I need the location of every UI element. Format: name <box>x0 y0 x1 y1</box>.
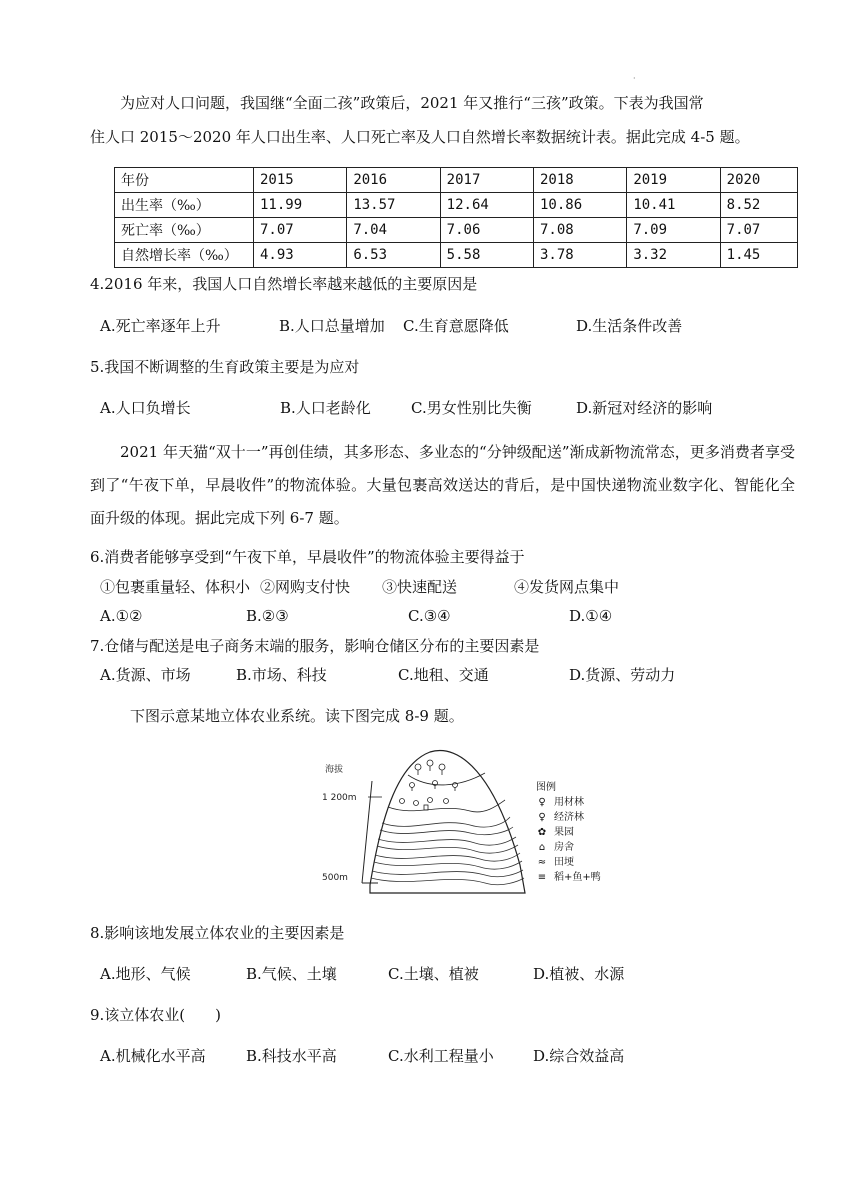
table-cell: 10.41 <box>627 193 720 218</box>
q5-option-d[interactable]: D.新冠对经济的影响 <box>576 399 713 417</box>
q5-option-b[interactable]: B.人口老龄化 <box>280 399 371 417</box>
q8-option-a[interactable]: A.地形、气候 <box>100 965 191 983</box>
table-row <box>115 193 798 218</box>
q4-option-a[interactable]: A.死亡率逐年上升 <box>100 317 221 335</box>
q9-option-d[interactable]: D.综合效益高 <box>533 1047 625 1065</box>
table-cell: 7.08 <box>533 218 626 243</box>
q7-option-c[interactable]: C.地租、交通 <box>398 666 489 684</box>
q6-statement-2: ②网购支付快 <box>260 578 351 596</box>
table-cell: 12.64 <box>440 193 533 218</box>
economic-tree-icon: ♀ <box>538 812 546 823</box>
table-cell: 1.45 <box>720 243 797 268</box>
table-header-row <box>115 168 798 193</box>
q6-statement-1: ①包裹重量轻、体积小 <box>100 578 251 596</box>
elevation-500: 500m <box>322 873 348 883</box>
paddy-icon: ≡ <box>537 872 547 883</box>
q5-stem: 5.我国不断调整的生育政策主要是为应对 <box>90 358 360 376</box>
orchard-icon: ✿ <box>537 827 547 838</box>
table-cell: 2020 <box>720 168 797 193</box>
q8-option-c[interactable]: C.土壤、植被 <box>388 965 479 983</box>
q8-stem: 8.影响该地发展立体农业的主要因素是 <box>90 924 345 942</box>
table-cell: 2015 <box>254 168 347 193</box>
q6-option-c[interactable]: C.③④ <box>408 607 451 625</box>
elevation-1200: 1 200m <box>322 793 357 803</box>
q4-stem: 4.2016 年来，我国人口自然增长率越来越低的主要原因是 <box>90 275 478 293</box>
legend-label: 田埂 <box>554 857 574 868</box>
legend-label: 稻+鱼+鸭 <box>554 872 601 883</box>
legend-item <box>536 795 601 810</box>
q7-option-b[interactable]: B.市场、科技 <box>236 666 327 684</box>
table-cell: 7.07 <box>254 218 347 243</box>
terrace-lines <box>371 817 524 885</box>
table-cell: 7.06 <box>440 218 533 243</box>
table-row <box>115 243 798 268</box>
q7-option-a[interactable]: A.货源、市场 <box>100 666 191 684</box>
table-cell: 死亡率（‰） <box>115 218 254 243</box>
q6-option-b[interactable]: B.②③ <box>246 607 289 625</box>
table-cell: 2016 <box>347 168 440 193</box>
intro1-line2: 住人口 2015～2020 年人口出生率、人口死亡率及人口自然增长率数据统计表。据此完成 4-5 题。 <box>90 128 750 146</box>
q6-option-d[interactable]: D.①④ <box>569 607 613 625</box>
intro2-paragraph <box>90 436 795 535</box>
q8-option-d[interactable]: D.植被、水源 <box>533 965 625 983</box>
q6-stem: 6.消费者能够享受到“午夜下单，早晨收件”的物流体验主要得益于 <box>90 548 525 566</box>
elevation-label: 海拔 <box>325 765 344 775</box>
q5-option-c[interactable]: C.男女性别比失衡 <box>411 399 532 417</box>
q4-option-c[interactable]: C.生育意愿降低 <box>403 317 509 335</box>
q9-option-c[interactable]: C.水利工程量小 <box>388 1047 494 1065</box>
legend-title: 图例 <box>536 782 556 793</box>
terrace-agriculture-diagram <box>320 745 535 895</box>
legend-item <box>536 870 601 885</box>
q6-statement-3: ③快速配送 <box>382 578 458 596</box>
legend-item <box>536 840 601 855</box>
q5-option-a[interactable]: A.人口负增长 <box>100 399 191 417</box>
population-table <box>114 167 798 268</box>
legend-item <box>536 825 601 840</box>
table-cell: 2019 <box>627 168 720 193</box>
table-cell: 4.93 <box>254 243 347 268</box>
legend-label: 用材林 <box>554 797 584 808</box>
table-cell: 5.58 <box>440 243 533 268</box>
table-cell: 13.57 <box>347 193 440 218</box>
table-row <box>115 218 798 243</box>
legend-label: 房舍 <box>554 842 574 853</box>
table-cell: 出生率（‰） <box>115 193 254 218</box>
table-cell: 7.04 <box>347 218 440 243</box>
table-cell: 10.86 <box>533 193 626 218</box>
q6-statement-4: ④发货网点集中 <box>514 578 620 596</box>
intro2-text: 2021 年天猫“双十一”再创佳绩，其多形态、多业态的“分钟级配送”渐成新物流常态，更多消费者享受到了“午夜下单，早晨收件”的物流体验。大量包裹高效送达的背后，是中国快递物流业数字化、智能化全面升级的体现。据此完成下列 6-7 题。 <box>90 443 795 527</box>
table-cell: 11.99 <box>254 193 347 218</box>
table-cell: 2017 <box>440 168 533 193</box>
stray-dot: · <box>633 74 636 83</box>
q6-option-a[interactable]: A.①② <box>100 607 143 625</box>
q8-option-b[interactable]: B.气候、土壤 <box>246 965 337 983</box>
q7-option-d[interactable]: D.货源、劳动力 <box>569 666 676 684</box>
q9-stem: 9.该立体农业( ) <box>90 1006 222 1024</box>
table-cell: 7.09 <box>627 218 720 243</box>
q7-stem: 7.仓储与配送是电子商务末端的服务，影响仓储区分布的主要因素是 <box>90 637 540 655</box>
q9-option-b[interactable]: B.科技水平高 <box>246 1047 337 1065</box>
intro1-line1: 为应对人口问题，我国继“全面二孩”政策后，2021 年又推行“三孩”政策。下表为我国常 <box>120 94 704 112</box>
table-cell: 3.32 <box>627 243 720 268</box>
table-cell: 3.78 <box>533 243 626 268</box>
legend-label: 果园 <box>554 827 574 838</box>
legend-label: 经济林 <box>554 812 584 823</box>
table-cell: 6.53 <box>347 243 440 268</box>
legend-item <box>536 855 601 870</box>
house-icon: ⌂ <box>538 842 546 853</box>
table-cell: 2018 <box>533 168 626 193</box>
figure-legend <box>536 780 601 885</box>
q4-option-d[interactable]: D.生活条件改善 <box>576 317 683 335</box>
table-cell: 8.52 <box>720 193 797 218</box>
q4-option-b[interactable]: B.人口总量增加 <box>279 317 385 335</box>
timber-tree-icon: ♀ <box>538 797 546 808</box>
elevation-axis <box>362 781 372 883</box>
table-cell: 7.07 <box>720 218 797 243</box>
q9-option-a[interactable]: A.机械化水平高 <box>100 1047 206 1065</box>
table-cell: 年份 <box>115 168 254 193</box>
intro3-text: 下图示意某地立体农业系统。读下图完成 8-9 题。 <box>130 707 464 725</box>
legend-item <box>536 810 601 825</box>
table-cell: 自然增长率（‰） <box>115 243 254 268</box>
ridge-icon: ≈ <box>537 857 547 868</box>
